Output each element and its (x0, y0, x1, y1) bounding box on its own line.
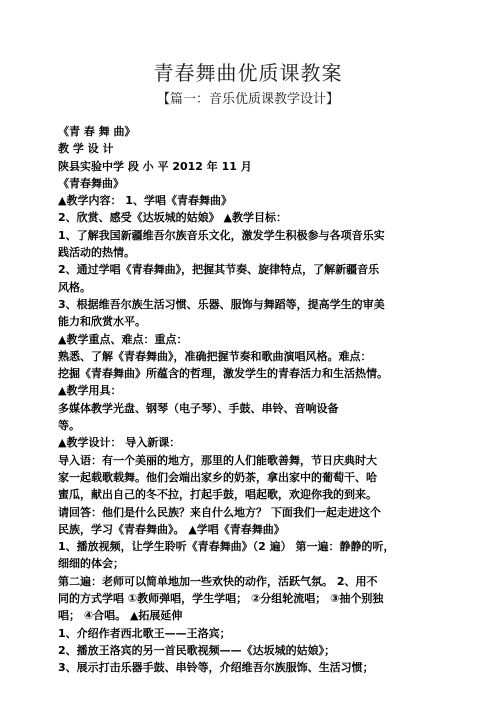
body-line: 《青春舞曲》 (58, 176, 124, 190)
body-line: 2、欣赏、感受《达坂城的姑娘》 ▲教学目标： (58, 211, 287, 225)
body-line: 3、根据维吾尔族生活习惯、乐器、服饰与舞蹈等，提高学生的审美 (58, 297, 385, 311)
body-line: 践活动的热情。 (58, 246, 135, 260)
body-line: 请回答：他们是什么民族？来自什么地方？ 下面我们一起走进这个 (58, 505, 381, 519)
body-line: ▲教学内容： 1、学唱《青春舞曲》 (58, 194, 232, 208)
body-line: 细细的体会； (58, 557, 124, 571)
body-line: 《青 春 舞 曲》 (58, 125, 136, 138)
page-subtitle: 【篇一：音乐优质课教学设计】 (156, 92, 339, 107)
body-line: 第二遍：老师可以简单地加一些欢快的动作，活跃气氛。 2、用不 (58, 574, 378, 588)
body-line: 家一起载歌载舞。他们会端出家乡的奶茶，拿出家中的葡萄干、哈 (58, 470, 377, 484)
body-line: 2、通过学唱《青春舞曲》，把握其节奏、旋律特点，了解新疆音乐 (58, 263, 380, 277)
body-line: 陕县实验中学 段 小 平 2012 年 11 月 (58, 159, 252, 173)
body-line: ▲教学用具： (58, 384, 122, 398)
body-line: ▲教学重点、难点：重点： (58, 332, 188, 346)
document-body (58, 123, 468, 677)
body-line: 风格。 (58, 280, 91, 294)
body-line: 唱； ④合唱。 ▲拓展延伸 (58, 609, 183, 623)
body-line: 民族，学习《青春舞曲》。 ▲学唱《青春舞曲》 (58, 522, 285, 536)
body-line: 导入语：有一个美丽的地方，那里的人们能歌善舞，节日庆典时大 (58, 453, 377, 467)
body-line: 同的方式学唱 ①教师弹唱，学生学唱； ②分组轮流唱； ③抽个别独 (58, 592, 384, 606)
body-line: 熟悉、了解《青春舞曲》，准确把握节奏和歌曲演唱风格。难点： (58, 349, 372, 363)
body-line: 教 学 设 计 (58, 142, 114, 156)
body-line: 2、播放王洛宾的另一首民歌视频——《达坂城的姑娘》； (58, 643, 336, 657)
body-line: 蜜瓜，献出自己的冬不拉，打起手鼓，唱起歌，欢迎你我的到来。 (58, 488, 377, 502)
body-line: 1、介绍作者西北歌王——王洛宾； (58, 626, 231, 640)
body-line: 能力和欣赏水平。 (58, 315, 146, 329)
body-line: ▲教学设计： 导入新课： (58, 436, 181, 450)
body-line: 挖掘《青春舞曲》所蕴含的哲理，激发学生的青春活力和生活热情。 (58, 367, 388, 381)
page-title: 青春舞曲优质课教案 (153, 61, 343, 85)
body-line: 1、了解我国新疆维吾尔族音乐文化，激发学生积极参与各项音乐实 (58, 228, 385, 242)
body-line: 1、播放视频，让学生聆听《青春舞曲》（2 遍） 第一遍：静静的听， (58, 540, 395, 554)
body-line: 3、展示打击乐器手鼓、串铃等，介绍维吾尔族服饰、生活习惯； (58, 661, 374, 675)
body-line: 等。 (58, 419, 80, 433)
body-line: 多媒体教学光盘、钢琴（电子琴）、手鼓、串铃、音响设备 (58, 401, 339, 415)
